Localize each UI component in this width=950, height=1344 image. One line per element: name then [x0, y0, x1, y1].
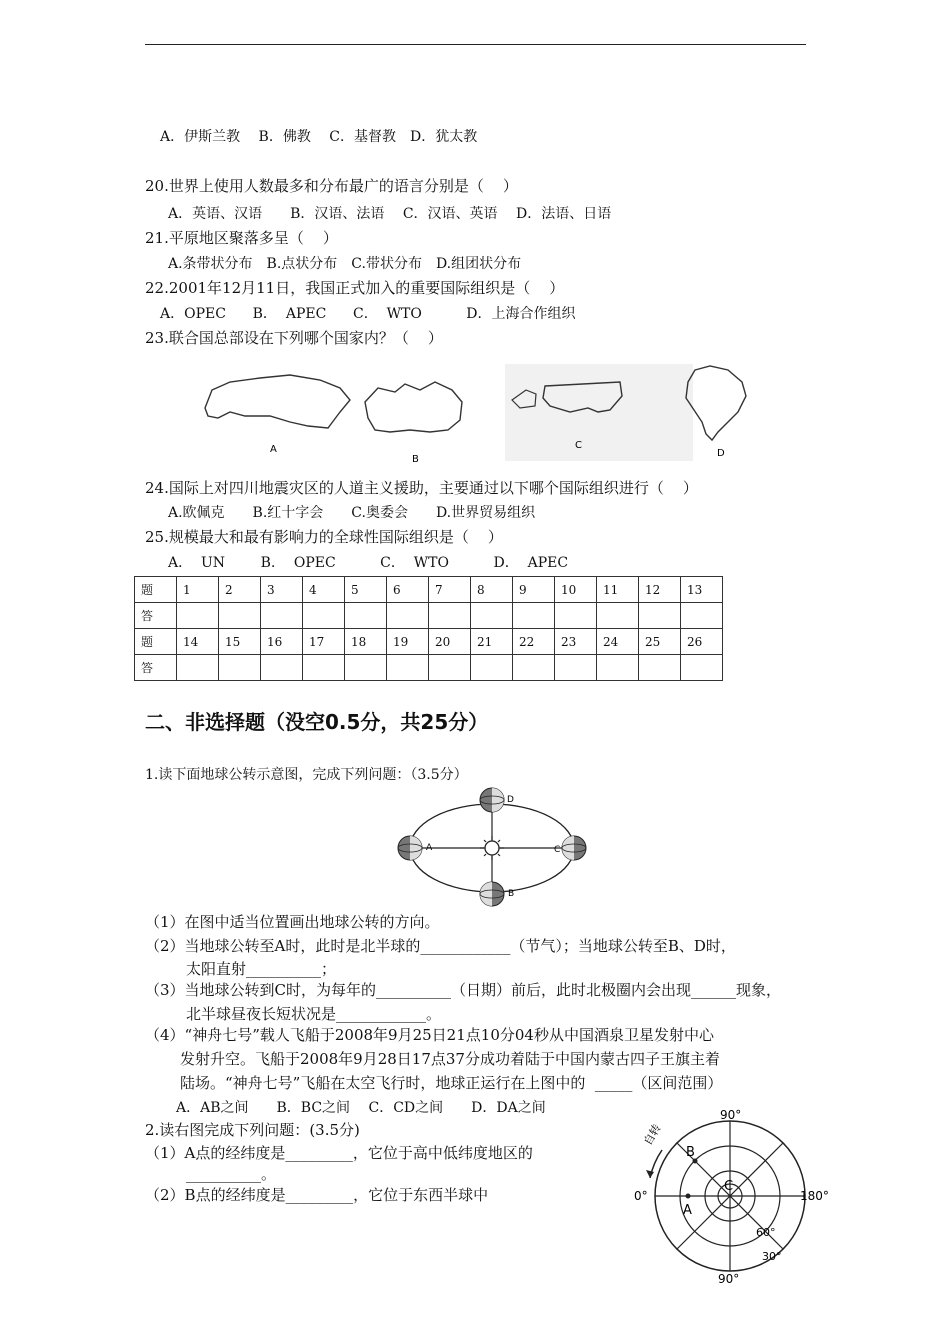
table-header-cell: 答 — [135, 603, 177, 629]
point-a-label: A — [683, 1203, 692, 1218]
polar-projection-diagram — [628, 1108, 833, 1284]
table-cell: 10 — [555, 577, 597, 603]
q23-country-maps — [190, 360, 760, 465]
earth-globe-a — [398, 836, 422, 860]
q20-options: A．英语、汉语 B．汉语、法语 C．汉语、英语 D．法语、日语 — [168, 206, 612, 222]
point-b-label: B — [686, 1145, 695, 1160]
answer-cell[interactable] — [219, 603, 261, 629]
s2q1-line-2: （2）当地球公转至A时，此时是北半球的____________（节气）；当地球公转至B、D时， — [145, 937, 736, 955]
table-row — [135, 577, 723, 603]
table-header-cell: 题 — [135, 629, 177, 655]
answer-cell[interactable] — [639, 603, 681, 629]
answer-cell[interactable] — [303, 603, 345, 629]
table-cell: 19 — [387, 629, 429, 655]
q21-text: 21.平原地区聚落多呈（ ） — [145, 229, 338, 247]
canada-outline-map — [365, 382, 462, 432]
table-cell: 3 — [261, 577, 303, 603]
q21-options: A.条带状分布 B.点状分布 C.带状分布 D.组团状分布 — [168, 256, 522, 272]
answer-cell[interactable] — [681, 655, 723, 681]
answer-cell[interactable] — [555, 655, 597, 681]
table-cell: 25 — [639, 629, 681, 655]
table-cell: 22 — [513, 629, 555, 655]
answer-cell[interactable] — [345, 655, 387, 681]
header-rule — [145, 44, 806, 45]
diagram-label-a: A — [426, 843, 433, 853]
q25-text: 25.规模最大和最有影响力的全球性国际组织是（ ） — [145, 528, 503, 546]
q22-text: 22.2001年12月11日，我国正式加入的重要国际组织是（ ） — [145, 279, 565, 297]
s2q2-title: 2.读右图完成下列问题：(3.5分) — [145, 1121, 360, 1139]
answer-cell[interactable] — [639, 655, 681, 681]
answer-cell[interactable] — [597, 655, 639, 681]
table-cell: 23 — [555, 629, 597, 655]
label-90-bottom: 90° — [718, 1272, 740, 1284]
brazil-outline-map — [686, 366, 746, 440]
answer-cell[interactable] — [387, 603, 429, 629]
arrow-head-icon — [646, 1170, 654, 1178]
label-0: 0° — [634, 1189, 648, 1203]
point-c-label: C — [724, 1179, 734, 1194]
answer-cell[interactable] — [681, 603, 723, 629]
q20-text: 20.世界上使用人数最多和分布最广的语言分别是（ ） — [145, 177, 518, 195]
s2q2-line-1b: __________。 — [186, 1165, 277, 1183]
answer-cell[interactable] — [555, 603, 597, 629]
table-cell: 14 — [177, 629, 219, 655]
s2q1-line-4c: 陆场。“神舟七号”飞船在太空飞行时，地球正运行在上图中的 _____（区间范围） — [180, 1074, 723, 1092]
answer-cell[interactable] — [387, 655, 429, 681]
diagram-label-c: C — [554, 845, 561, 855]
answer-cell[interactable] — [261, 603, 303, 629]
answer-table — [134, 576, 723, 681]
table-row — [135, 603, 723, 629]
s2q1-line-4b: 发射升空。飞船于2008年9月28日17点37分成功着陆于中国内蒙古四子王旗主着 — [180, 1050, 720, 1068]
answer-cell[interactable] — [513, 655, 555, 681]
label-60: 60° — [756, 1226, 776, 1239]
table-row — [135, 629, 723, 655]
s2q1-line-2b: 太阳直射__________； — [186, 960, 337, 978]
table-cell: 20 — [429, 629, 471, 655]
q22-options: A．OPEC B． APEC C． WTO D．上海合作组织 — [160, 306, 576, 322]
earth-globe-b — [480, 882, 504, 906]
answer-cell[interactable] — [261, 655, 303, 681]
table-cell: 5 — [345, 577, 387, 603]
s2q1-title: 1.读下面地球公转示意图，完成下列问题：（3.5分） — [145, 767, 468, 783]
label-180: 180° — [800, 1189, 829, 1203]
label-90-top: 90° — [720, 1108, 742, 1122]
answer-cell[interactable] — [429, 655, 471, 681]
table-cell: 24 — [597, 629, 639, 655]
table-cell: 11 — [597, 577, 639, 603]
answer-cell[interactable] — [513, 603, 555, 629]
answer-cell[interactable] — [471, 603, 513, 629]
q23-text: 23.联合国总部设在下列哪个国家内？（ ） — [145, 329, 443, 347]
answer-cell[interactable] — [345, 603, 387, 629]
table-cell: 21 — [471, 629, 513, 655]
map-label-c: C — [575, 440, 582, 451]
s2q1-line-4d: A．AB之间 B．BC之间 C．CD之间 D．DA之间 — [176, 1100, 546, 1116]
map-label-b: B — [412, 454, 419, 465]
table-cell: 18 — [345, 629, 387, 655]
table-cell: 16 — [261, 629, 303, 655]
russia-outline-map — [205, 375, 350, 428]
answer-cell[interactable] — [597, 603, 639, 629]
map-label-a: A — [270, 444, 277, 455]
s2q1-line-1: （1）在图中适当位置画出地球公转的方向。 — [145, 913, 440, 931]
table-cell: 13 — [681, 577, 723, 603]
answer-cell[interactable] — [429, 603, 471, 629]
table-cell: 2 — [219, 577, 261, 603]
earth-globe-d — [480, 788, 504, 812]
table-cell: 17 — [303, 629, 345, 655]
diagram-label-b: B — [508, 889, 515, 899]
earth-revolution-diagram — [390, 782, 600, 912]
table-header-cell: 题 — [135, 577, 177, 603]
s2q1-line-4: （4）“神舟七号”载人飞船于2008年9月25日21点10分04秒从中国酒泉卫星发射中心 — [145, 1026, 714, 1044]
map-label-d: D — [717, 448, 725, 459]
s2q1-line-3: （3）当地球公转到C时，为每年的__________（日期）前后，此时北极圈内会出现______现象， — [145, 981, 782, 999]
table-row — [135, 655, 723, 681]
answer-cell[interactable] — [219, 655, 261, 681]
table-cell: 8 — [471, 577, 513, 603]
earth-globe-c — [562, 836, 586, 860]
s2q2-line-2: （2）B点的经纬度是_________，它位于东西半球中 — [145, 1186, 489, 1204]
sun-icon — [480, 836, 504, 860]
table-header-cell: 答 — [135, 655, 177, 681]
answer-cell[interactable] — [471, 655, 513, 681]
q19-options: A．伊斯兰教 B．佛教 C．基督教 D．犹太教 — [160, 129, 478, 145]
table-cell: 26 — [681, 629, 723, 655]
s2q2-line-1: （1）A点的经纬度是_________，它位于高中低纬度地区的 — [145, 1144, 533, 1162]
answer-cell[interactable] — [177, 603, 219, 629]
point-a-dot — [686, 1194, 691, 1199]
s2q1-line-3b: 北半球昼夜长短状况是____________。 — [186, 1005, 442, 1023]
table-cell: 12 — [639, 577, 681, 603]
table-cell: 15 — [219, 629, 261, 655]
table-cell: 9 — [513, 577, 555, 603]
section-2-title: 二、非选择题（没空0.5分，共25分） — [145, 710, 489, 734]
diagram-label-d: D — [507, 795, 514, 805]
q24-text: 24.国际上对四川地震灾区的人道主义援助，主要通过以下哪个国际组织进行（ ） — [145, 479, 698, 497]
table-cell: 4 — [303, 577, 345, 603]
q25-options: A． UN B． OPEC C． WTO D． APEC — [168, 555, 569, 571]
label-rotation: 自转 — [641, 1121, 664, 1148]
table-cell: 1 — [177, 577, 219, 603]
answer-cell[interactable] — [303, 655, 345, 681]
table-cell: 6 — [387, 577, 429, 603]
table-cell: 7 — [429, 577, 471, 603]
label-30: 30° — [762, 1250, 782, 1263]
answer-cell[interactable] — [177, 655, 219, 681]
q24-options: A.欧佩克 B.红十字会 C.奥委会 D.世界贸易组织 — [168, 505, 536, 521]
